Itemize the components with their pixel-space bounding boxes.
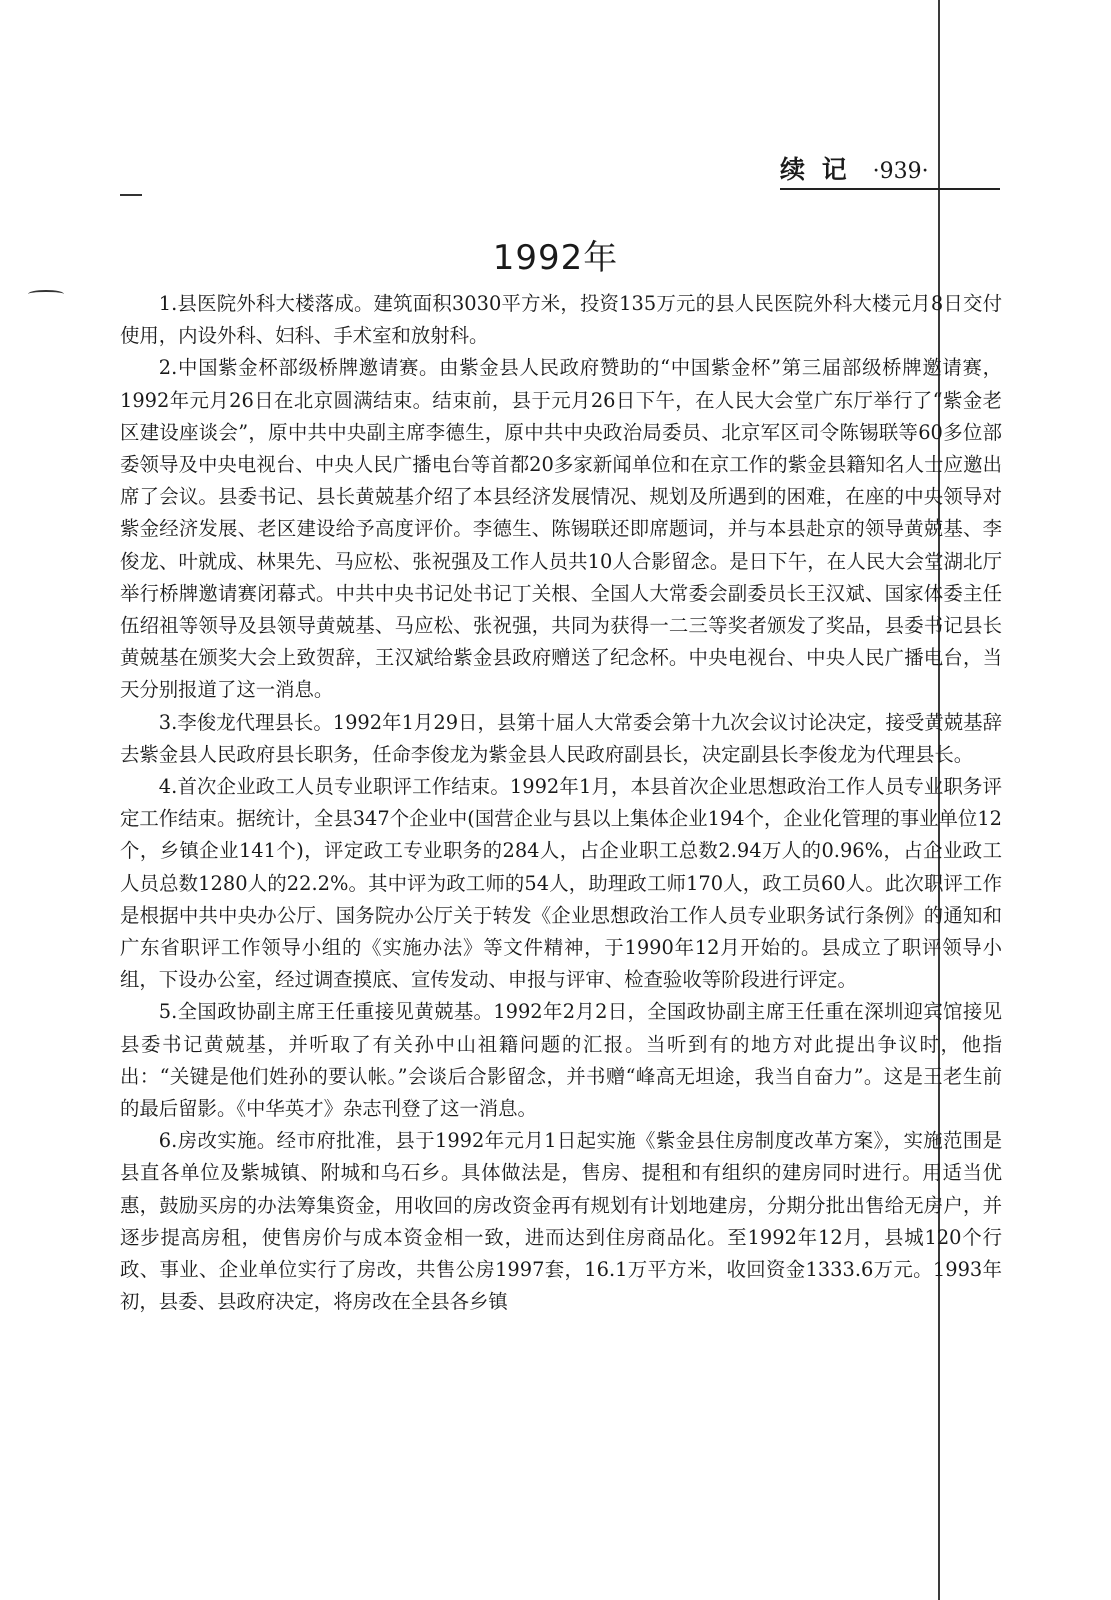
paragraph-5: 5.全国政协副主席王任重接见黄兢基。1992年2月2日，全国政协副主席王任重在深圳迎宾馆接见县委书记黄兢基，并听取了有关孙中山祖籍问题的汇报。当听到有的地方对此提出争议时，他指出：“关键是他们姓孙的要认帐。”会谈后合影留念，并书赠“峰高无坦途，我当自奋力”。这是王老生前的最后留影。《中华英才》杂志刊登了这一消息。 — [120, 1000, 1002, 1121]
paragraph-1: 1.县医院外科大楼落成。建筑面积3030平方米，投资135万元的县人民医院外科大楼元月8日交付使用，内设外科、妇科、手术室和放射科。 — [120, 292, 1002, 348]
paragraph-4: 4.首次企业政工人员专业职评工作结束。1992年1月，本县首次企业思想政治工作人员专业职务评定工作结束。据统计，全县347个企业中(国营企业与县以上集体企业194个，企业化管理的事业单位12个，乡镇企业141个)，评定政工专业职务的284人，占企业职工总数2.94万人的0.96%，占企业政工人员总数1280人的22.2%。其中评为政工师的54人，助理政工师170人，政工员60人。此次职评工作是根据中共中央办公厅、国务院办公厅关于转发《企业思想政治工作人员专业职务试行条例》的通知和广东省职评工作领导小组的《实施办法》等文件精神，于1990年12月开始的。县成立了职评领导小组，下设办公室，经过调查摸底、宣传发动、申报与评审、检查验收等阶段进行评定。 — [120, 775, 1002, 992]
section-title: 续 记 — [780, 155, 851, 184]
page-number: ·939· — [872, 159, 929, 184]
paragraph-2: 2.中国紫金杯部级桥牌邀请赛。由紫金县人民政府赞助的“中国紫金杯”第三届部级桥牌邀请赛，1992年元月26日在北京圆满结束。结束前，县于元月26日下午，在人民大会堂广东厅举行了“紫金老区建设座谈会”，原中共中央副主席李德生，原中共中央政治局委员、北京军区司令陈锡联等60多位部委领导及中央电视台、中央人民广播电台等首都20多家新闻单位和在京工作的紫金县籍知名人士应邀出席了会议。县委书记、县长黄兢基介绍了本县经济发展情况、规划及所遇到的困难，在座的中央领导对紫金经济发展、老区建设给予高度评价。李德生、陈锡联还即席题词，并与本县赴京的领导黄兢基、李俊龙、叶就成、林果先、马应松、张祝强及工作人员共10人合影留念。是日下午，在人民大会堂湖北厅举行桥牌邀请赛闭幕式。中共中央书记处书记丁关根、全国人大常委会副委员长王汉斌、国家体委主任伍绍祖等领导及县领导黄兢基、马应松、张祝强，共同为获得一二三等奖者颁发了奖品，县委书记县长黄兢基在颁奖大会上致贺辞，王汉斌给紫金县政府赠送了纪念杯。中央电视台、中央人民广播电台，当天分别报道了这一消息。 — [120, 356, 1002, 702]
running-header — [780, 150, 1000, 184]
year-heading: 1992年 — [492, 238, 619, 278]
body-text — [120, 288, 1002, 1319]
header-rule — [780, 188, 1000, 190]
paragraph-6: 6.房改实施。经市府批准，县于1992年元月1日起实施《紫金县住房制度改革方案》，实施范围是县直各单位及紫城镇、附城和乌石乡。具体做法是，售房、提租和有组织的建房同时进行。用适当优惠，鼓励买房的办法筹集资金，用收回的房改资金再有规划有计划地建房，分期分批出售给无房户，并逐步提高房租，使售房价与成本资金相一致，进而达到住房商品化。至1992年12月，县城120个行政、事业、企业单位实行了房改，共售公房1997套，16.1万平方米，收回资金1333.6万元。1993年初，县委、县政府决定，将房改在全县各乡镇 — [120, 1129, 1002, 1314]
left-margin-mark — [120, 194, 142, 196]
paragraph-3: 3.李俊龙代理县长。1992年1月29日，县第十届人大常委会第十九次会议讨论决定，接受黄兢基辞去紫金县人民政府县长职务，任命李俊龙为紫金县人民政府副县长，决定副县长李俊龙为代理县长。 — [120, 710, 1002, 766]
scan-artifact-mark — [28, 290, 64, 298]
